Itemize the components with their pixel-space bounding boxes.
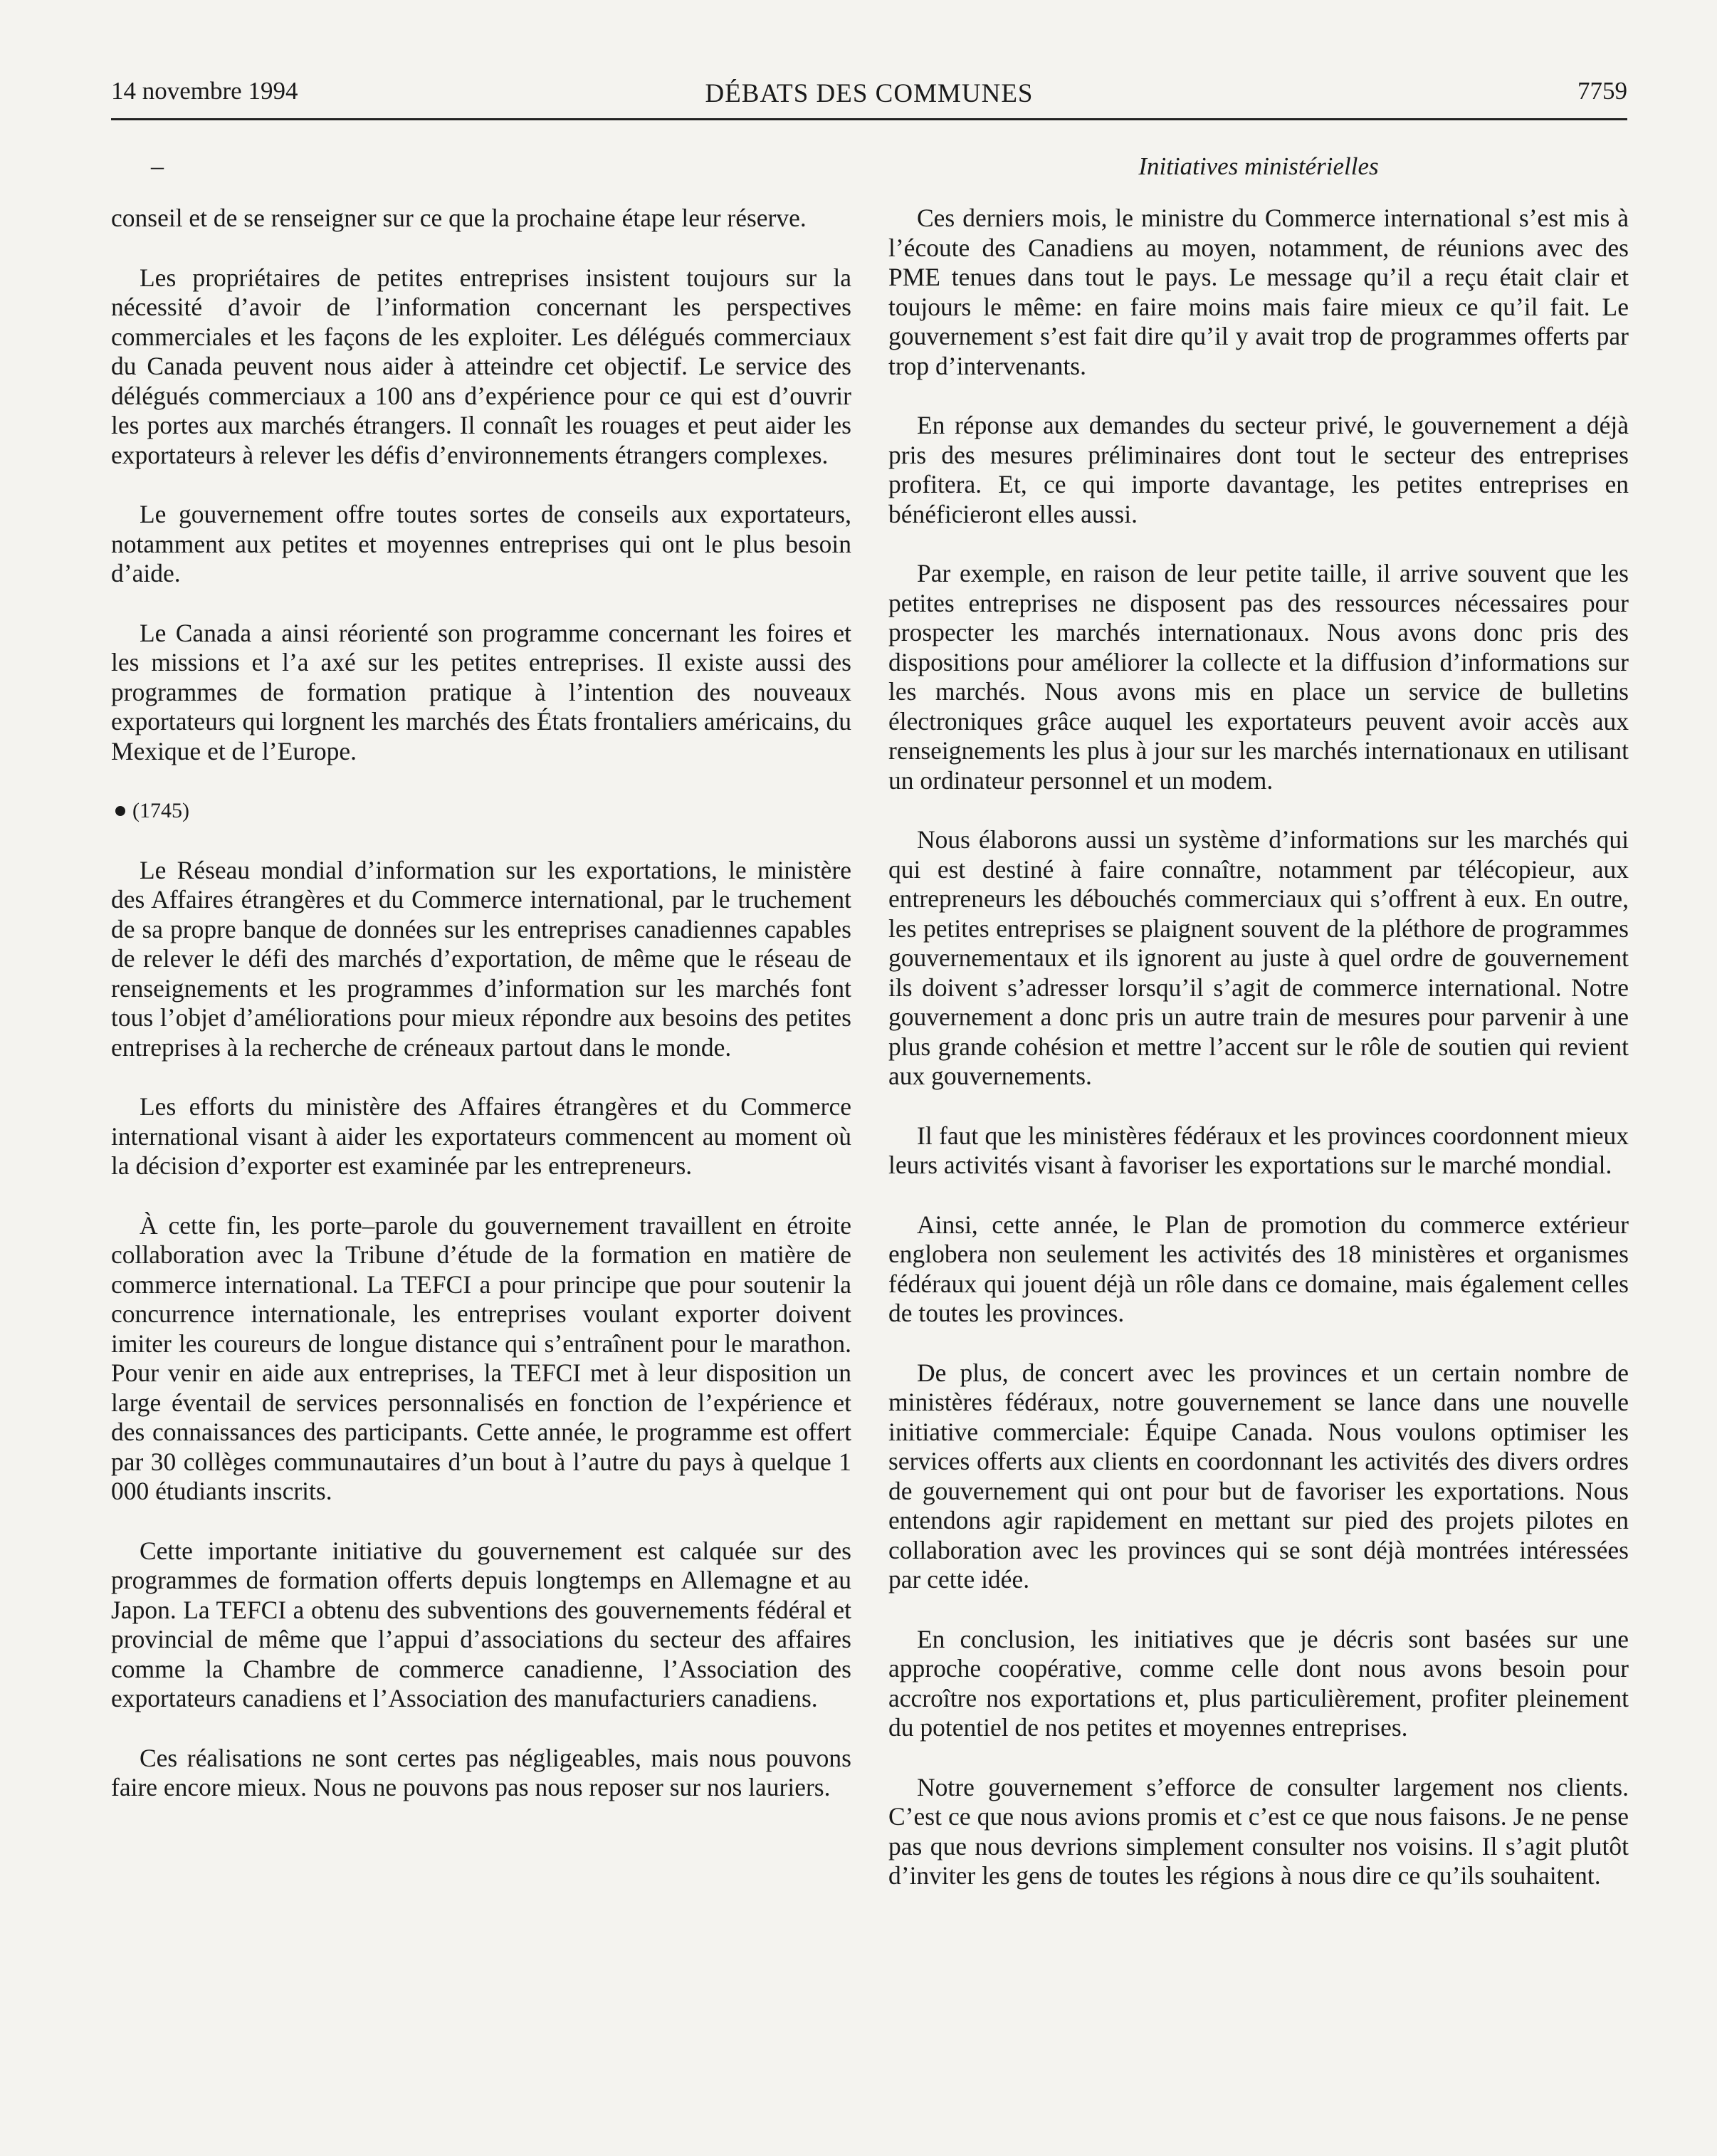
paragraph: De plus, de concert avec les provinces et un certain nombre de ministères fédéraux, notre gouvernement se lance dans une nouvelle initiative commerciale: Équipe Canada. Nous voulons optimiser les services offerts aux clients en coordonnant les activités des divers ordres de gouvernement qui ont pour but de favoriser les exportations. Nous entendons agir rapidement en mettant sur pied des projets pilotes en collaboration avec les provinces qui se sont déjà montrées intéressées par cette idée. [888, 1358, 1629, 1594]
paragraph: En réponse aux demandes du secteur privé, le gouvernement a déjà pris des mesures préliminaires dont tout le secteur des entreprises profitera. Et, ce qui importe davantage, les petites entreprises en bénéficieront elles aussi. [888, 411, 1629, 528]
paragraph: Ces derniers mois, le ministre du Commerce international s’est mis à l’écoute des Canadiens au moyen, notamment, de réunions avec des PME tenues dans tout le pays. Le message qu’il a reçu était clair et toujours le même: en faire moins mais faire mieux ce qu’il fait. Le gouvernement s’est fait dire qu’il y avait trop de programmes offerts par trop d’intervenants. [888, 204, 1629, 380]
paragraph: Les propriétaires de petites entreprises insistent toujours sur la nécessité d’avoir de l’information concernant les perspectives commerciales et les façons de les exploiter. Les délégués commerciaux du Canada peuvent nous aider à atteindre cet objectif. Le service des délégués commerciaux a 100 ans d’expérience pour ce qui est d’ouvrir les portes aux marchés étrangers. Il connaît les rouages et peut aider les exportateurs à relever les défis d’environnements étrangers complexes. [111, 263, 851, 469]
left-column [111, 204, 851, 1833]
paragraph: Le Canada a ainsi réorienté son programme concernant les foires et les missions et l’a axé sur les petites entreprises. Il existe aussi des programmes de formation pratique à l’intention des nouveaux exportateurs qui lorgnent les marchés des États frontaliers américains, du Mexique et de l’Europe. [111, 618, 851, 765]
time-marker-label: (1745) [132, 799, 189, 822]
paragraph: Cette importante initiative du gouvernement est calquée sur des programmes de formation offerts depuis longtemps en Allemagne et au Japon. La TEFCI a obtenu des subventions des gouvernements fédéral et provincial de même que l’appui d’associations du secteur des affaires comme la Chambre de commerce canadienne, l’Association des exportateurs canadiens et l’Association des manufacturiers canadiens. [111, 1536, 851, 1712]
paragraph: À cette fin, les porte–parole du gouvernement travaillent en étroite collaboration avec la Tribune d’étude de la formation en matière de commerce international. La TEFCI a pour principe que pour soutenir la concurrence internationale, les entreprises voulant exporter doivent imiter les coureurs de longue distance qui s’entraînent pour le marathon. Pour venir en aide aux entreprises, la TEFCI met à leur disposition un large éventail de services personnalisés en fonction de l’expérience et des connaissances des participants. Cette année, le programme est offert par 30 collèges communautaires d’un bout à l’autre du pays à quelque 1 000 étudiants inscrits. [111, 1210, 851, 1505]
page-dash: – [151, 152, 164, 180]
paragraph: Il faut que les ministères fédéraux et les provinces coordonnent mieux leurs activités visant à favoriser les exportations sur le marché mondial. [888, 1121, 1629, 1179]
page-number: 7759 [1577, 77, 1627, 105]
paragraph: conseil et de se renseigner sur ce que la prochaine étape leur réserve. [111, 204, 807, 232]
paragraph: Le gouvernement offre toutes sortes de conseils aux exportateurs, notamment aux petites et moyennes entreprises qui ont le plus besoin d’aide. [111, 500, 851, 587]
paragraph: Le Réseau mondial d’information sur les exportations, le ministère des Affaires étrangères et du Commerce international, par le truchement de sa propre banque de données sur les entreprises canadiennes capables de relever le défi des marchés d’exportation, de même que le réseau de renseignements et les programmes d’information sur les marchés font tous l’objet d’améliorations pour mieux répondre aux besoins des petites entreprises à la recherche de créneaux partout dans le monde. [111, 855, 851, 1062]
paragraph: Ainsi, cette année, le Plan de promotion du commerce extérieur englobera non seulement les activités des 18 ministères et organismes fédéraux qui jouent déjà un rôle dans ce domaine, mais également celles de toutes les provinces. [888, 1210, 1629, 1327]
section-heading: Initiatives ministérielles [1138, 152, 1379, 180]
bullet-icon [115, 806, 125, 816]
time-marker [111, 796, 851, 826]
paragraph: En conclusion, les initiatives que je décris sont basées sur une approche coopérative, comme celle dont nous avons besoin pour accroître nos exportations et, plus particulièrement, profiter pleinement du potentiel de nos petites et moyennes entreprises. [888, 1624, 1629, 1742]
paragraph: Les efforts du ministère des Affaires étrangères et du Commerce international visant à aider les exportateurs commencent au moment où la décision d’exporter est examinée par les entrepreneurs. [111, 1092, 851, 1180]
right-column [888, 204, 1629, 1921]
paragraph: Ces réalisations ne sont certes pas négligeables, mais nous pouvons faire encore mieux. Nous ne pouvons pas nous reposer sur nos lauriers. [111, 1743, 851, 1801]
header-title: DÉBATS DES COMMUNES [705, 79, 1034, 108]
page-header [111, 77, 1627, 117]
paragraph: Notre gouvernement s’efforce de consulter largement nos clients. C’est ce que nous avions promis et c’est ce que nous faisons. Je ne pense pas que nous devrions simplement consulter nos voisins. Il s’agit plutôt d’inviter les gens de toutes les régions à nous dire ce qu’ils souhaitent. [888, 1772, 1629, 1890]
header-rule [111, 118, 1627, 120]
header-date: 14 novembre 1994 [111, 77, 298, 105]
paragraph: Nous élaborons aussi un système d’informations sur les marchés qui qui est destiné à faire connaître, notamment par télécopieur, aux entrepreneurs les débouchés commerciaux qui s’offrent à eux. En outre, les petites entreprises se plaignent souvent de la pléthore de programmes gouvernementaux et ils ignorent au juste à quel ordre de gouvernement ils doivent s’adresser lorsqu’il s’agit de commerce international. Notre gouvernement a donc pris un autre train de mesures pour parvenir à une plus grande cohésion et mettre l’accent sur le rôle de soutien qui revient aux gouvernements. [888, 825, 1629, 1090]
paragraph: Par exemple, en raison de leur petite taille, il arrive souvent que les petites entreprises ne disposent pas des ressources nécessaires pour prospecter les marchés internationaux. Nous avons donc pris des dispositions pour améliorer la collecte et la diffusion d’informations sur les marchés. Nous avons mis en place un service de bulletins électroniques grâce auquel les exportateurs peuvent avoir accès aux renseignements les plus à jour sur les marchés internationaux en utilisant un ordinateur personnel et un modem. [888, 559, 1629, 795]
